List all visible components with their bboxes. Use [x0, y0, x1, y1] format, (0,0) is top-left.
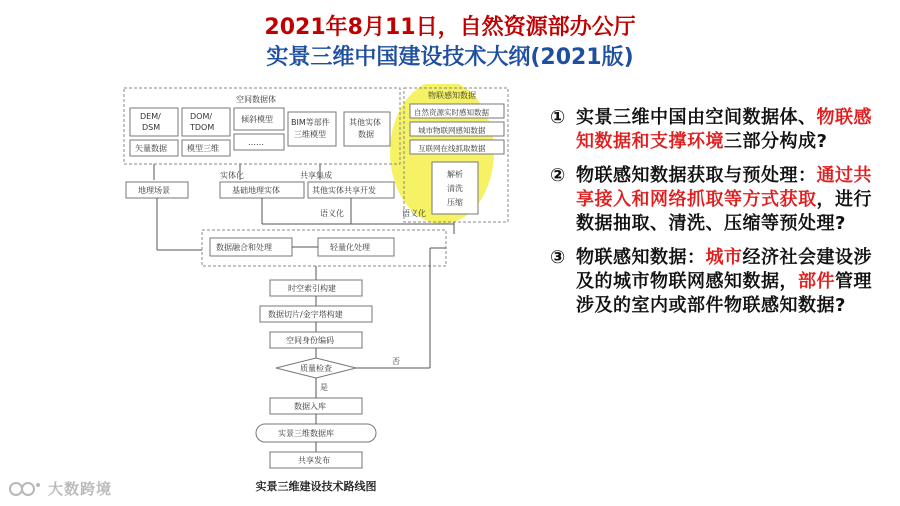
point-phrase: 物联感知数据获取与预处理： — [576, 165, 817, 186]
key-point — [550, 106, 885, 154]
oblique-model-label: 倾斜模型 — [241, 115, 273, 124]
iot-parse: 解析 — [447, 170, 463, 179]
key-point — [550, 164, 885, 236]
figure-caption: 实景三维建设技术路线图 — [255, 480, 377, 493]
point-number: ③ — [550, 247, 566, 268]
vector-data-label: 矢量数据 — [135, 144, 167, 153]
step-tile: 数据切片/金字塔构建 — [268, 310, 343, 319]
point-phrase: 实景三维中国由空间数据体、 — [576, 107, 817, 128]
highlighted-phrase: 部件 — [798, 271, 835, 292]
bim-model-label: 三维模型 — [294, 130, 326, 139]
yes-label: 是 — [320, 383, 328, 392]
step-id-code: 空间身份编码 — [286, 336, 334, 345]
key-points-list — [550, 106, 885, 328]
dsm-label: DSM — [142, 123, 161, 132]
bim-label: BIM等部件 — [291, 118, 330, 127]
geo-scene-label: 地理场景 — [138, 186, 170, 195]
point-text — [576, 106, 885, 154]
brand-logo — [8, 478, 112, 499]
dem-label: DEM/ — [140, 112, 161, 121]
point-text — [576, 164, 885, 236]
dom-label: DOM/ — [190, 112, 213, 121]
tdom-label: TDOM — [190, 123, 215, 132]
iot-item-3: 互联网在线抓取数据 — [418, 144, 486, 153]
ellipsis-label: …… — [248, 138, 264, 147]
iot-item-1: 自然资源实时感知数据 — [414, 108, 489, 117]
iot-item-2: 城市物联网感知数据 — [418, 126, 486, 135]
highlighted-phrase: 通过共享接入和网络抓取等方式获取 — [576, 165, 872, 210]
point-number: ① — [550, 107, 566, 128]
point-number: ② — [550, 165, 566, 186]
key-point — [550, 246, 885, 318]
other-entity-share-label: 其他实体共享开发 — [312, 186, 376, 195]
no-label: 否 — [392, 357, 400, 366]
stage-entity-label: 实体化 — [220, 171, 244, 180]
step-publish: 共享发布 — [298, 456, 330, 465]
lightweight-label: 轻量化处理 — [330, 243, 370, 252]
other-data-label: 数据 — [358, 130, 374, 139]
point-phrase: ，进行数据抽取、清洗、压缩等预处理? — [576, 189, 872, 234]
point-phrase: 经济社会建设涉及的城市物联网感知数据， — [576, 247, 872, 292]
step-index: 时空索引构建 — [288, 284, 336, 293]
point-phrase: 物联感知数据： — [576, 247, 706, 268]
iot-clean: 清洗 — [447, 184, 463, 193]
stage-share-label: 共享集成 — [300, 171, 332, 180]
point-text — [576, 246, 885, 318]
spatial-group-label: 空间数据体 — [236, 95, 276, 104]
fusion-label: 数据融合和处理 — [216, 243, 272, 252]
point-phrase: 三部分构成? — [724, 131, 828, 152]
point-phrase: 管理涉及的室内或部件物联感知数据? — [576, 271, 872, 316]
stage-semantic-label-1: 语义化 — [320, 209, 344, 218]
model-3d-label: 模型三维 — [187, 144, 219, 153]
basic-entity-label: 基础地理实体 — [232, 186, 280, 195]
step-quality: 质量检查 — [300, 364, 332, 373]
highlighted-phrase: 城市 — [705, 247, 743, 268]
other-entity-label: 其他实体 — [349, 118, 381, 127]
technical-roadmap-figure — [120, 84, 512, 474]
title-date-line: 2021年8月11日，自然资源部办公厅 — [264, 15, 636, 40]
step-storage: 数据入库 — [294, 402, 326, 411]
title-outline-name: 实景三维中国建设技术大纲(2021版) — [266, 45, 634, 70]
logo-icon — [8, 479, 42, 499]
iot-compress: 压缩 — [447, 198, 463, 207]
logo-text: 大数跨境 — [48, 480, 113, 498]
stage-semantic-label-2: 语义化 — [402, 209, 426, 218]
highlighted-phrase: 物联感知数据和支撑环境 — [576, 107, 872, 152]
iot-group-label: 物联感知数据 — [428, 91, 476, 100]
step-database: 实景三维数据库 — [278, 429, 334, 438]
